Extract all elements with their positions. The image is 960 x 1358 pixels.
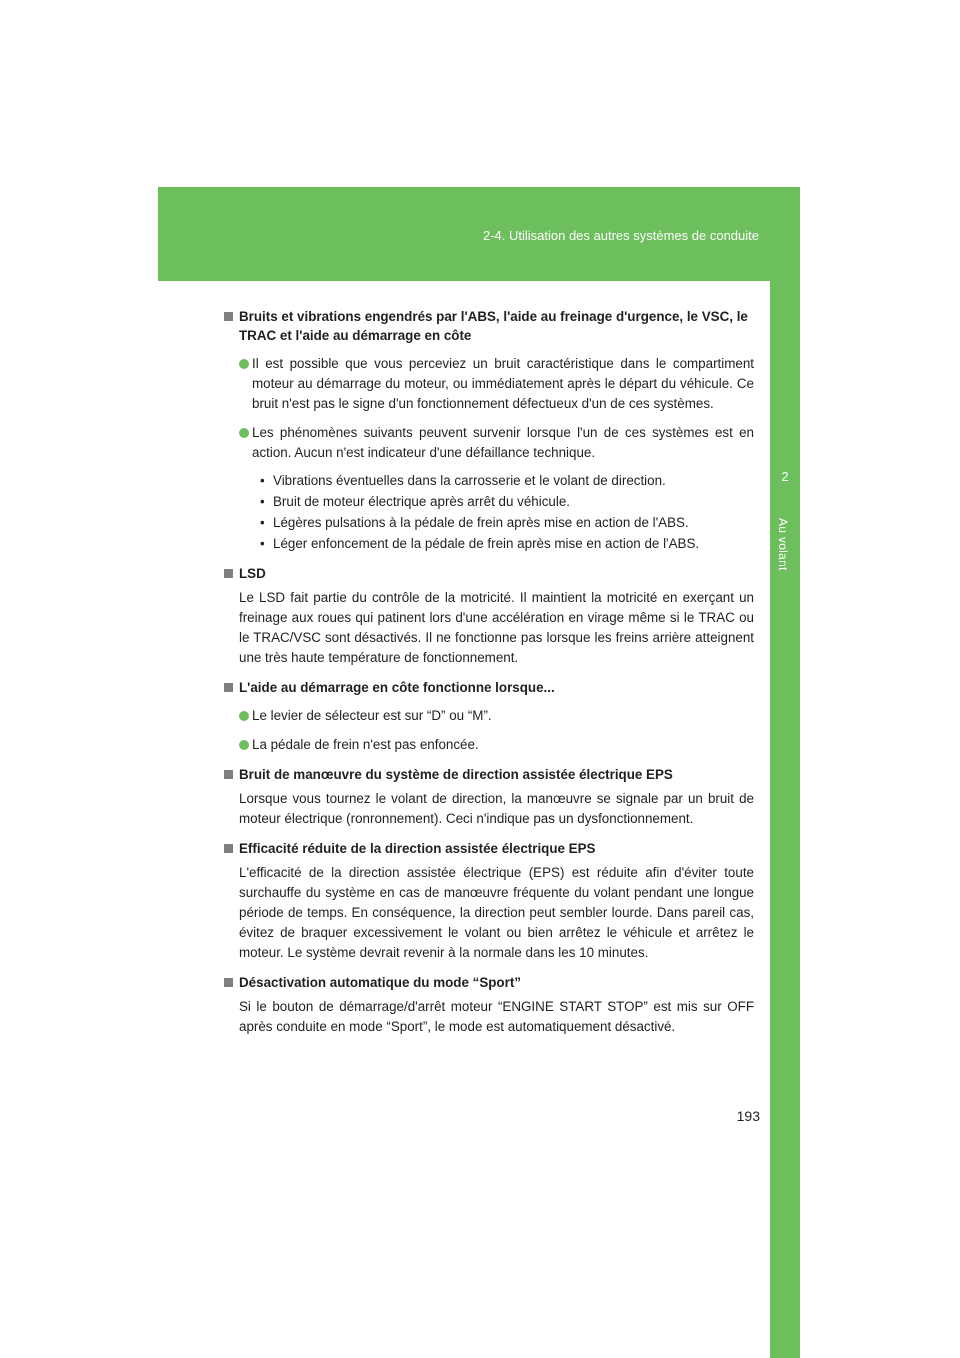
square-bullet-icon: [224, 978, 233, 987]
section-heading: Bruit de manœuvre du système de direction assistée électrique EPS: [224, 765, 754, 784]
section-heading: Efficacité réduite de la direction assistée électrique EPS: [224, 839, 754, 858]
section-text: Si le bouton de démarrage/d'arrêt moteur “ENGINE START STOP” est mis sur OFF après conduite en mode “Sport”, le mode est automatiquement désactivé.: [239, 999, 754, 1034]
list-item: Les phénomènes suivants peuvent survenir lorsque l'un de ces systèmes est en action. Aucun n'est indicateur d'une défaillance technique.: [239, 423, 754, 463]
header-bar: [158, 187, 800, 281]
list-item: Le levier de sélecteur est sur “D” ou “M”.: [239, 706, 754, 726]
sub-bullet-item: • Bruit de moteur électrique après arrêt du véhicule.: [257, 492, 754, 512]
side-tab: [770, 281, 800, 1358]
sub-bullet-list: [257, 471, 754, 554]
list-item: Il est possible que vous perceviez un bruit caractéristique dans le compartiment moteur au démarrage du moteur, ou immédiatement après le départ du véhicule. Ce bruit n'est pas le signe d'un fonctionnement défectueux d'un de ces systèmes.: [239, 354, 754, 414]
small-dot-icon: •: [260, 494, 265, 509]
section-noise-vibrations: [224, 307, 754, 554]
section-text: Lorsque vous tournez le volant de direction, la manœuvre se signale par un bruit de moteur électrique (ronronnement). Ceci n'indique pas un dysfonctionnement.: [239, 791, 754, 826]
section-text: L'efficacité de la direction assistée électrique (EPS) est réduite afin d'éviter toute surchauffe du système en cas de manœuvre fréquente du volant pendant une longue période de temps. En conséquence, la direction peut sembler lourde. Dans pareil cas, évitez de braquer excessivement le volant ou bien arrêtez le véhicule et arrêtez le moteur. Le système devrait revenir à la normale dans les 10 minutes.: [239, 865, 754, 960]
circle-bullet-icon: [239, 359, 249, 369]
small-dot-icon: •: [260, 473, 265, 488]
page-number: 193: [736, 1108, 760, 1124]
square-bullet-icon: [224, 683, 233, 692]
sub-bullet-item: • Légères pulsations à la pédale de frein après mise en action de l'ABS.: [257, 513, 754, 533]
section-heading: Désactivation automatique du mode “Sport”: [224, 973, 754, 992]
square-bullet-icon: [224, 770, 233, 779]
section-hill-start: [224, 678, 754, 755]
section-title: 2-4. Utilisation des autres systèmes de conduite: [482, 228, 759, 243]
section-lsd: [224, 564, 754, 668]
chapter-number: 2: [781, 469, 789, 484]
main-content: [224, 307, 754, 1037]
section-eps-reduced: [224, 839, 754, 963]
sub-bullet-item: • Vibrations éventuelles dans la carrosserie et le volant de direction.: [257, 471, 754, 491]
sub-bullet-item: • Léger enfoncement de la pédale de frein après mise en action de l'ABS.: [257, 534, 754, 554]
section-eps-noise: [224, 765, 754, 829]
chapter-label: Au volant: [776, 518, 790, 571]
list-item: La pédale de frein n'est pas enfoncée.: [239, 735, 754, 755]
section-heading: Bruits et vibrations engendrés par l'ABS, l'aide au freinage d'urgence, le VSC, le TRAC et l'aide au démarrage en côte: [224, 307, 754, 345]
section-heading: LSD: [224, 564, 754, 583]
circle-bullet-icon: [239, 428, 249, 438]
circle-bullet-icon: [239, 740, 249, 750]
section-heading: L'aide au démarrage en côte fonctionne lorsque...: [224, 678, 754, 697]
section-sport-mode: [224, 973, 754, 1037]
square-bullet-icon: [224, 312, 233, 321]
small-dot-icon: •: [260, 515, 265, 530]
section-text: Le LSD fait partie du contrôle de la motricité. Il maintient la motricité en exerçant un freinage aux roues qui patinent lors d'une accélération en virage même si le TRAC ou le TRAC/VSC sont désactivés. Il ne fonctionne pas lorsque les freins arrière atteignent une très haute température de fonctionnement.: [239, 590, 754, 665]
small-dot-icon: •: [260, 536, 265, 551]
circle-bullet-icon: [239, 711, 249, 721]
square-bullet-icon: [224, 569, 233, 578]
square-bullet-icon: [224, 844, 233, 853]
